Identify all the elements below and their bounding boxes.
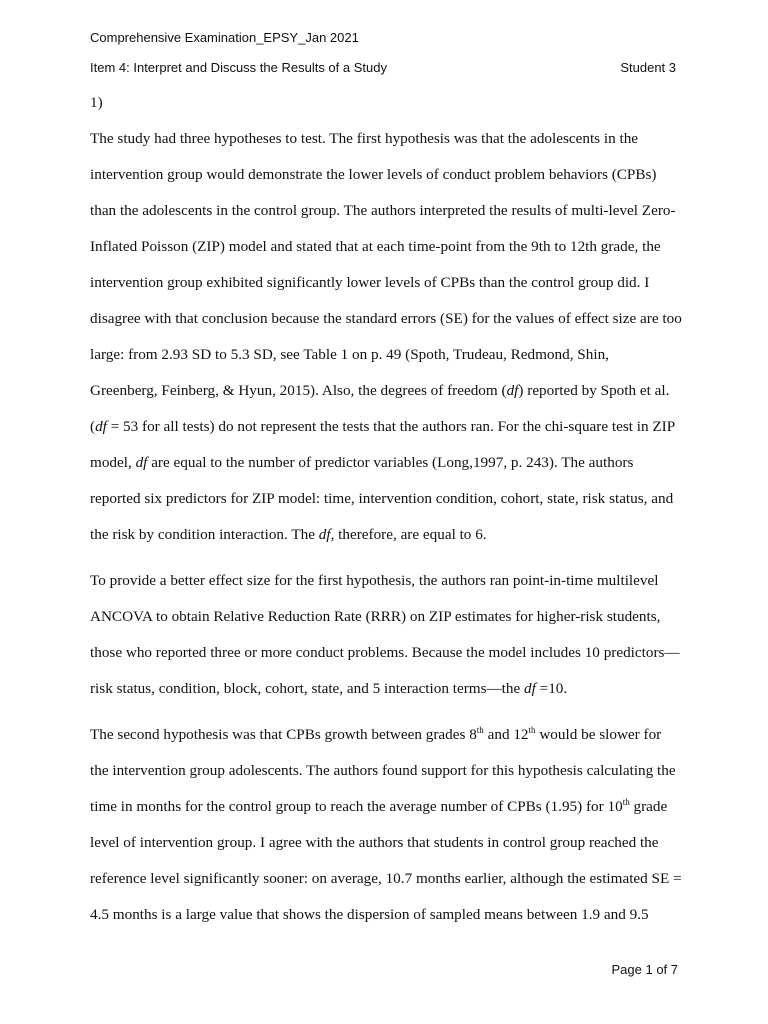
paragraph-line: reference level significantly sooner: on average, 10.7 months earlier, although the estimated SE = [90,870,682,887]
paragraph-line: large: from 2.93 SD to 5.3 SD, see Table 1 on p. 49 (Spoth, Trudeau, Redmond, Shin, [90,346,609,363]
section-number: 1) [90,94,103,111]
paragraph-line: the risk by condition interaction. The df, therefore, are equal to 6. [90,526,487,543]
paragraph-2 [90,570,682,714]
paragraph-line: time in months for the control group to reach the average number of CPBs (1.95) for 10th grade [90,796,668,815]
item-title: Item 4: Interpret and Discuss the Results of a Study [90,60,387,75]
document-body [90,92,682,940]
paragraph-line: intervention group exhibited significantly lower levels of CPBs than the control group did. I [90,274,650,291]
paragraph-line: 4.5 months is a large value that shows the dispersion of sampled means between 1.9 and 9.5 [90,906,649,923]
paragraph-line: The study had three hypotheses to test. The first hypothesis was that the adolescents in the [90,130,639,147]
running-header-item [90,60,676,75]
paragraph-line: than the adolescents in the control group. The authors interpreted the results of multi-level Zero- [90,202,676,219]
paragraph-line: risk status, condition, block, cohort, state, and 5 interaction terms—the df =10. [90,680,568,697]
paragraph-line: ANCOVA to obtain Relative Reduction Rate (RRR) on ZIP estimates for higher-risk students, [90,608,661,625]
running-header-title: Comprehensive Examination_EPSY_Jan 2021 [90,30,359,45]
page-number: Page 1 of 7 [611,962,678,977]
paragraph-line: reported six predictors for ZIP model: time, intervention condition, cohort, state, risk status, and [90,490,674,507]
paragraph-line: Inflated Poisson (ZIP) model and stated that at each time-point from the 9th to 12th grade, the [90,238,661,255]
paragraph-line: level of intervention group. I agree with the authors that students in control group reached the [90,834,659,851]
paragraph-1 [90,128,682,560]
paragraph-line: To provide a better effect size for the first hypothesis, the authors ran point-in-time multilevel [90,572,659,589]
paragraph-line: intervention group would demonstrate the lower levels of conduct problem behaviors (CPBs) [90,166,657,183]
paragraph-line: disagree with that conclusion because the standard errors (SE) for the values of effect size are too [90,310,682,327]
paragraph-line: those who reported three or more conduct problems. Because the model includes 10 predictors— [90,644,680,661]
paragraph-3 [90,724,682,940]
student-label: Student 3 [620,60,676,75]
paragraph-line: Greenberg, Feinberg, & Hyun, 2015). Also, the degrees of freedom (df) reported by Spoth et al. [90,382,670,399]
paragraph-line: model, df are equal to the number of predictor variables (Long,1997, p. 243). The authors [90,454,634,471]
paragraph-line: The second hypothesis was that CPBs growth between grades 8th and 12th would be slower for [90,724,662,743]
paragraph-line: the intervention group adolescents. The authors found support for this hypothesis calculating the [90,762,676,779]
paragraph-line: (df = 53 for all tests) do not represent the tests that the authors ran. For the chi-square test in ZIP [90,418,676,435]
